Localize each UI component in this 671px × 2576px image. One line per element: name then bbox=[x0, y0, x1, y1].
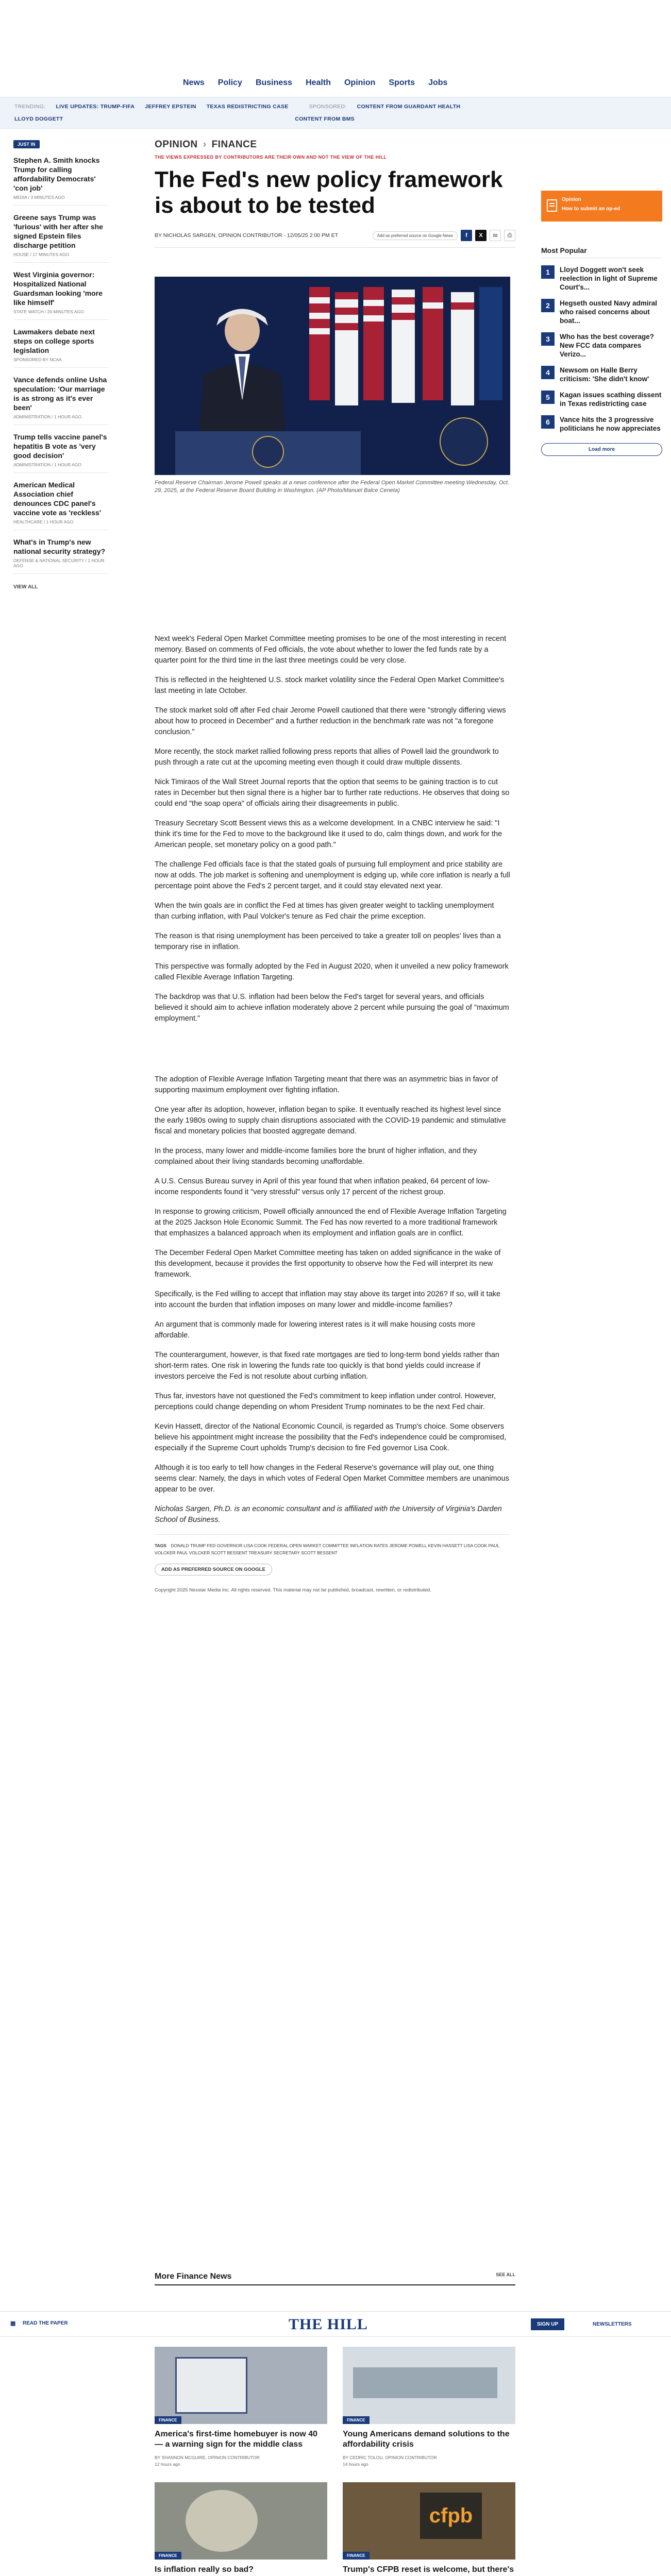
card-headline[interactable]: America's first-time homebuyer is now 40 — a warning sign for the middle class bbox=[155, 2430, 317, 2449]
paragraph: The stock market sold off after Fed chair Jerome Powell cautioned that there were "strongly differing views about how to proceed in December" and a further reduction in the benchmark rate was not "a foregone conclusion." bbox=[155, 706, 506, 736]
article-body bbox=[155, 634, 510, 1594]
card-tag: FINANCE bbox=[343, 2416, 370, 2424]
card-image bbox=[343, 2347, 515, 2424]
card-tag: FINANCE bbox=[155, 2416, 181, 2424]
news-card[interactable] bbox=[155, 2482, 327, 2576]
rail-meta: STATE WATCH / 20 MINUTES AGO bbox=[13, 309, 84, 314]
rail-headline[interactable]: Vance defends online Usha speculation: 'Our marriage is as strong as it's ever been' bbox=[13, 376, 107, 412]
paragraph: Treasury Secretary Scott Bessent views this as a welcome development. In a CNBC interview he said: "I think it's time for the Fed to move to the background like it used to do, calm things down, and work for the American people, set monetary policy on a good path." bbox=[155, 819, 502, 849]
popular-headline[interactable]: Newsom on Halle Berry criticism: 'She didn't know' bbox=[560, 366, 649, 383]
paper-bar bbox=[0, 2311, 671, 2337]
article-header bbox=[155, 139, 515, 495]
paragraph: A U.S. Census Bureau survey in April of this year found that when inflation peaked, 64 percent of low-income respondents found it "very stressful" versus only 17 percent of the richest group. bbox=[155, 1177, 490, 1196]
print-icon[interactable]: ⎙ bbox=[504, 230, 515, 241]
email-share-icon[interactable]: ✉ bbox=[490, 230, 501, 241]
rail-headline[interactable]: American Medical Association chief denounces CDC panel's vaccine vote as 'reckless' bbox=[13, 481, 102, 517]
popular-rank: 6 bbox=[541, 415, 555, 429]
popular-headline[interactable]: Vance hits the 3 progressive politicians he now appreciates bbox=[560, 416, 661, 432]
author-bio: Nicholas Sargen, Ph.D. is an economic consultant and is affiliated with the University of Virginia's Darden School of Business. bbox=[155, 1505, 502, 1524]
popular-item[interactable] bbox=[541, 366, 662, 383]
card-headline[interactable]: Is inflation really so bad? bbox=[155, 2565, 254, 2574]
trending-link[interactable]: TEXAS REDISTRICTING CASE bbox=[206, 104, 289, 110]
nav-jobs[interactable]: Jobs bbox=[428, 78, 448, 87]
paragraph: The backdrop was that U.S. inflation had been below the Fed's target for several years, and officials believed it should aim to achieve inflation moderately above 2 percent while pursuing the goal of "maximum employment." bbox=[155, 993, 509, 1023]
promo-label: Opinion bbox=[562, 197, 581, 202]
tags-label: TAGS bbox=[155, 1543, 166, 1548]
just-in-pill: JUST IN bbox=[13, 140, 40, 148]
facebook-share-icon[interactable]: f bbox=[461, 230, 472, 241]
nav-health[interactable]: Health bbox=[306, 78, 331, 87]
popular-headline[interactable]: Lloyd Doggett won't seek reelection in light of Supreme Court's... bbox=[560, 266, 658, 291]
main-menu bbox=[183, 78, 447, 88]
paragraph: Kevin Hassett, director of the National Economic Council, is regarded as Trump's choice. Some observers believe his appointment might increase the possibility that the Fed's independence could be compromised, especially if the Supreme Court upholds Trump's decision to fire Fed governor Lisa Cook. bbox=[155, 1422, 507, 1452]
x-share-icon[interactable]: X bbox=[475, 230, 487, 241]
rail-headline[interactable]: Trump tells vaccine panel's hepatitis B vote as 'very good decision' bbox=[13, 433, 107, 460]
rail-meta: ADMINISTRATION / 1 HOUR AGO bbox=[13, 414, 82, 419]
trending-label: TRENDING: bbox=[14, 104, 46, 110]
rail-item[interactable] bbox=[13, 432, 109, 473]
popular-rank: 1 bbox=[541, 265, 555, 279]
the-hill-logo[interactable]: THE HILL bbox=[289, 2316, 368, 2333]
for-sale-sign bbox=[175, 2357, 247, 2414]
popular-item[interactable] bbox=[541, 332, 662, 359]
view-all-link[interactable]: VIEW ALL bbox=[13, 584, 38, 590]
paragraph: Although it is too early to tell how changes in the Federal Reserve's governance will play out, one thing seems clear: Namely, the days in which votes of Federal Open Market Committee members are unanimous appear to be over. bbox=[155, 1464, 509, 1494]
signup-button[interactable]: SIGN UP bbox=[531, 2318, 564, 2330]
byline-bar bbox=[155, 230, 515, 248]
trending-link[interactable]: LIVE UPDATES: TRUMP-FIFA bbox=[56, 104, 135, 110]
nav-opinion[interactable]: Opinion bbox=[344, 78, 376, 87]
card-image bbox=[343, 2482, 515, 2560]
article-photo bbox=[155, 277, 510, 475]
opinion-promo[interactable] bbox=[541, 191, 662, 222]
card-time: 14 hours ago bbox=[343, 2462, 368, 2467]
document-icon bbox=[546, 199, 558, 212]
promo-link[interactable]: How to submit an op-ed bbox=[562, 206, 620, 212]
rail-headline[interactable]: What's in Trump's new national security strategy? bbox=[13, 538, 106, 555]
paragraph: The adoption of Flexible Average Inflation Targeting meant that there was an asymmetric bias in favor of supporting maximum employment over fighting inflation. bbox=[155, 1075, 498, 1094]
cfpb-sign: cfpb bbox=[420, 2493, 482, 2539]
finance-cards bbox=[155, 2347, 515, 2576]
popular-rank: 3 bbox=[541, 332, 555, 346]
section-title: More Finance News bbox=[155, 2272, 232, 2281]
popular-item[interactable] bbox=[541, 391, 662, 408]
newsletters-link[interactable]: NEWSLETTERS bbox=[593, 2321, 632, 2327]
popular-rank: 2 bbox=[541, 299, 555, 312]
sponsored-link[interactable]: CONTENT FROM GUARDANT HEALTH bbox=[357, 104, 461, 110]
paragraph: Thus far, investors have not questioned the Fed's commitment to keep inflation under control. However, perceptions could change depending on whom President Trump nominates to be the next Fed chair. bbox=[155, 1392, 496, 1411]
popular-item[interactable] bbox=[541, 265, 662, 292]
paragraph: This perspective was formally adopted by the Fed in August 2020, when it unveiled a new policy framework called Flexible Average Inflation Targeting. bbox=[155, 962, 509, 981]
share-tools bbox=[373, 230, 515, 241]
paragraph: When the twin goals are in conflict the Fed at times has given greater weight to tackling unemployment than curbing inflation, with Paul Volcker's tenure as Fed chair the prime exception. bbox=[155, 902, 494, 921]
just-in-rail bbox=[13, 139, 109, 590]
card-meta: BY CEDRIC TOLOU, OPINION CONTRIBUTOR bbox=[343, 2455, 437, 2460]
nav-policy[interactable]: Policy bbox=[217, 78, 242, 87]
nav-sports[interactable]: Sports bbox=[389, 78, 415, 87]
load-more-button[interactable]: Load more bbox=[541, 443, 662, 456]
rail-item[interactable] bbox=[13, 480, 109, 530]
trending-link[interactable]: JEFFREY EPSTEIN bbox=[145, 104, 196, 110]
paragraph: One year after its adoption, however, inflation began to spike. It eventually reached its highest level since the early 1980s owing to supply chain disruptions associated with the COVID-19 pandemic and stimulative fiscal and monetary policies that boosted aggregate demand. bbox=[155, 1106, 506, 1136]
popular-headline[interactable]: Hegseth ousted Navy admiral who raised concerns about boat... bbox=[560, 299, 658, 325]
top-nav bbox=[0, 0, 671, 92]
rail-headline[interactable]: Lawmakers debate next steps on college sports legislation bbox=[13, 328, 95, 354]
popular-rank: 4 bbox=[541, 366, 555, 379]
card-time: 12 hours ago bbox=[155, 2462, 180, 2467]
right-sidebar bbox=[541, 191, 662, 456]
paragraph: Next week's Federal Open Market Committee meeting promises to be one of the most interesting in recent memory. Based on comments of Fed officials, the vote about whether to lower the fed funds rate by a quarter point for the third time in the last three meetings could be very close. bbox=[155, 635, 507, 665]
popular-item[interactable] bbox=[541, 299, 662, 325]
rail-item[interactable] bbox=[13, 375, 109, 425]
photo-caption: Federal Reserve Chairman Jerome Powell speaks at a news conference after the Federal Open Market Committee meeting Wednesday, Oct. 29, 2025, at the Federal Reserve Board Building in Washington. (AP Photo/Manuel Balce Ceneta) bbox=[155, 480, 510, 494]
google-preferred-button[interactable]: Add as preferred source on Google News bbox=[373, 231, 458, 240]
rail-item[interactable] bbox=[13, 213, 109, 263]
breadcrumb-separator: › bbox=[203, 139, 207, 150]
paragraph: More recently, the stock market rallied following press reports that allies of Powell laid the groundwork to push through a rate cut at the upcoming meeting even though it could draw multiple dissents. bbox=[155, 748, 499, 767]
paragraph: Specifically, is the Fed willing to accept that inflation may stay above its target into 2026? If so, will it take into account the burden that inflation imposes on many lower and middle-income families? bbox=[155, 1290, 501, 1309]
flags bbox=[309, 287, 502, 405]
card-headline[interactable]: Trump's CFPB reset is welcome, but there's bbox=[343, 2565, 514, 2574]
rail-headline[interactable]: Stephen A. Smith knocks Trump for calling affordability Democrats' 'con job' bbox=[13, 156, 100, 192]
card-headline[interactable]: Young Americans demand solutions to the affordability crisis bbox=[343, 2430, 510, 2449]
popular-headline[interactable]: Who has the best coverage? New FCC data compares Verizo... bbox=[560, 333, 655, 358]
paragraph: The counterargument, however, is that fixed rate mortgages are tied to long-term bond yields rather than short-term rates. One risk in lowering the funds rate too quickly is that bond yields could increase if investors perceive the Fed is not resolute about curbing inflation. bbox=[155, 1351, 499, 1381]
news-card[interactable] bbox=[343, 2482, 515, 2576]
rail-meta: MEDIA / 3 MINUTES AGO bbox=[13, 195, 65, 200]
breadcrumb-section[interactable]: OPINION bbox=[155, 139, 198, 150]
paragraph: In response to growing criticism, Powell officially announced the end of Flexible Average Inflation Targeting at the 2025 Jackson Hole Economic Summit. The Fed has now reverted to a more traditional framework that emphasizes a balanced approach when its employment and inflation goals are in conflict. bbox=[155, 1208, 507, 1238]
rail-meta: HEALTHCARE / 1 HOUR AGO bbox=[13, 519, 74, 524]
rail-meta: ADMINISTRATION / 1 HOUR AGO bbox=[13, 462, 82, 467]
trending-bar bbox=[0, 97, 671, 129]
add-preferred-source-button[interactable]: ADD AS PREFERRED SOURCE ON GOOGLE bbox=[155, 1564, 272, 1575]
paragraph: The December Federal Open Market Committee meeting has taken on added significance in the wake of this development, because it provides the first opportunity to observe how the Fed will interpret its new framework. bbox=[155, 1249, 501, 1279]
rail-meta: HOUSE / 17 MINUTES AGO bbox=[13, 252, 70, 257]
nav-news[interactable]: News bbox=[183, 78, 205, 87]
opinion-disclaimer: THE VIEWS EXPRESSED BY CONTRIBUTORS ARE THEIR OWN AND NOT THE VIEW OF THE HILL bbox=[155, 155, 387, 160]
rail-item[interactable] bbox=[13, 156, 109, 206]
news-card[interactable] bbox=[155, 2347, 327, 2467]
trending-link[interactable]: LLOYD DOGGETT bbox=[14, 116, 63, 122]
rail-headline[interactable]: West Virginia governor: Hospitalized National Guardsman looking 'more like himself' bbox=[13, 270, 103, 307]
card-tag: FINANCE bbox=[155, 2552, 181, 2560]
breadcrumb bbox=[155, 139, 515, 150]
copyright: Copyright 2025 Nexstar Media Inc. All rights reserved. This material may not be published, broadcast, rewritten, or redistributed. bbox=[155, 1587, 431, 1593]
inline-ad-space bbox=[155, 1033, 510, 1074]
sponsored-link[interactable]: CONTENT FROM BMS bbox=[295, 116, 355, 122]
popular-headline[interactable]: Kagan issues scathing dissent in Texas redistricting case bbox=[560, 391, 662, 408]
card-tag: FINANCE bbox=[343, 2552, 370, 2560]
rail-item[interactable] bbox=[13, 327, 109, 368]
paragraph: Nick Timiraos of the Wall Street Journal reports that the option that seems to be gaining traction is to cut rates in December but then signal there is a higher bar to further rate reductions. He observes that doing so could end "the soap opera" of officials airing their disagreements in public. bbox=[155, 778, 510, 808]
portrait-shape bbox=[186, 2490, 258, 2552]
section-header bbox=[155, 2272, 515, 2285]
read-paper-link[interactable]: READ THE PAPER bbox=[23, 2320, 68, 2326]
nav-business[interactable]: Business bbox=[255, 78, 293, 87]
card-meta: BY SHANNON MCGUIRE, OPINION CONTRIBUTOR bbox=[155, 2455, 260, 2460]
sponsored-label: SPONSORED: bbox=[309, 104, 347, 110]
building-shape bbox=[353, 2367, 497, 2398]
rail-item[interactable] bbox=[13, 270, 109, 320]
tags-block bbox=[155, 1534, 510, 1556]
rail-meta: SPONSORED BY NCAA bbox=[13, 357, 62, 362]
rail-meta: DEFENSE & NATIONAL SECURITY / 1 HOUR AGO bbox=[13, 558, 105, 568]
card-image bbox=[155, 2347, 327, 2424]
paragraph: The challenge Fed officials face is that the stated goals of pursuing full employment and price stability are now at odds. The job market is softening and unemployment is edging up, while core inflation is nearly a full percentage point above the Fed's 2 percent target, and it could stay elevated next year. bbox=[155, 860, 510, 890]
card-image bbox=[155, 2482, 327, 2560]
see-all-link[interactable]: SEE ALL bbox=[496, 2272, 515, 2277]
breadcrumb-subsection[interactable]: FINANCE bbox=[211, 139, 257, 150]
paragraph: The reason is that rising unemployment has been perceived to take a greater toll on peoples' lives than a temporary rise in inflation. bbox=[155, 932, 501, 951]
rail-item[interactable] bbox=[13, 537, 109, 574]
rail-headline[interactable]: Greene says Trump was 'furious' with her after she signed Epstein files discharge petition bbox=[13, 213, 103, 249]
newspaper-icon: ▦ bbox=[10, 2320, 16, 2327]
paragraph: This is reflected in the heightened U.S. stock market volatility since the Federal Open Market Committee's last meeting in late October. bbox=[155, 676, 505, 695]
paragraph: In the process, many lower and middle-income families bore the brunt of higher inflation, and they complained about their living standards becoming unaffordable. bbox=[155, 1147, 477, 1166]
most-popular-title: Most Popular bbox=[541, 246, 662, 258]
more-finance-news bbox=[155, 2272, 515, 2285]
article-title: The Fed's new policy framework is about to be tested bbox=[155, 167, 503, 218]
paragraph: An argument that is commonly made for lowering interest rates is it will make housing costs more affordable. bbox=[155, 1320, 476, 1340]
tags-list[interactable]: DONALD TRUMP FED GOVERNOR LISA COOK FEDERAL OPEN MARKET COMMITTEE INFLATION RATES JEROME POWELL KEVIN HASSETT LISA COOK PAUL VOLCKER PAUL VOLCKER SCOTT BESSENT TREASURY SECRETARY SCOTT BESSENT bbox=[155, 1543, 499, 1555]
popular-rank: 5 bbox=[541, 391, 555, 404]
news-card[interactable] bbox=[343, 2347, 515, 2467]
photo-illustration bbox=[155, 277, 510, 475]
popular-item[interactable] bbox=[541, 415, 662, 433]
byline: BY NICHOLAS SARGEN, OPINION CONTRIBUTOR - 12/05/25 2:00 PM ET bbox=[155, 232, 339, 239]
